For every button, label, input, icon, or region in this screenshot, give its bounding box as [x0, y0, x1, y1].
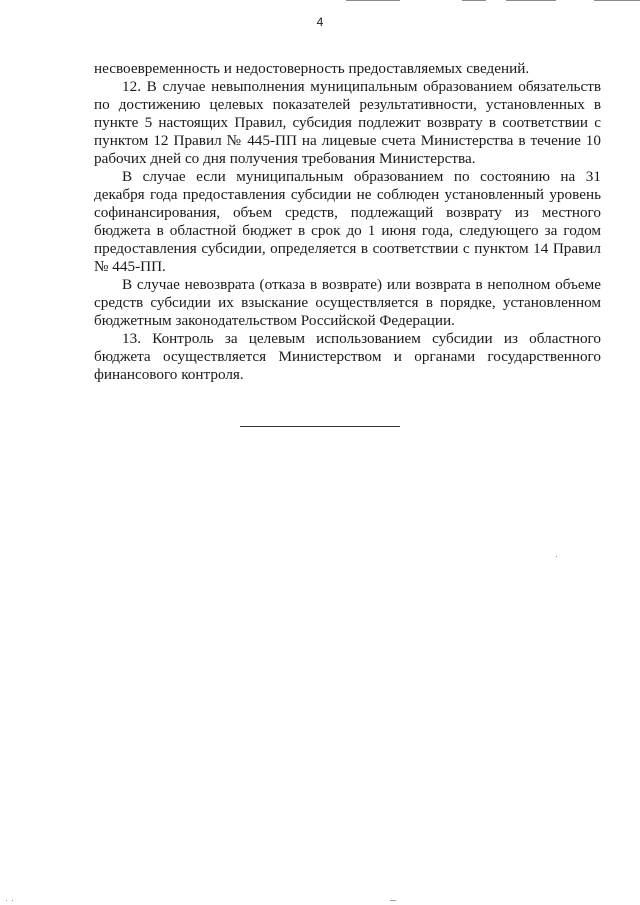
paragraph-non-return: В случае невозврата (отказа в возврате) или возврата в неполном объеме средств субсидии их взыскание осуществляется в порядке, установленном бюджетным законодательством Российской Федерации. — [94, 276, 601, 329]
scan-edge-mark — [594, 0, 640, 1]
scan-speck — [390, 900, 396, 901]
document-body — [94, 60, 601, 384]
scan-edge-mark — [506, 0, 556, 1]
paragraph-clause-13: 13. Контроль за целевым использованием субсидии из областного бюджета осуществляется Министерством и органами государственного финансового контроля. — [94, 330, 601, 383]
scan-speck — [556, 556, 557, 557]
paragraph-cofinancing: В случае если муниципальным образованием по состоянию на 31 декабря года предоставления субсидии не соблюден установленный уровень софинансирования, объем средств, подлежащий возврату из местного бюджета в областной бюджет в срок до 1 июня года, следующего за годом предоставления субсидии, определяется в соответствии с пунктом 14 Правил № 445-ПП. — [94, 168, 601, 275]
end-of-document-rule — [240, 426, 400, 427]
scan-speck — [6, 900, 7, 901]
paragraph-clause-12: 12. В случае невыполнения муниципальным образованием обязательств по достижению целевых показателей результативности, установленных в пункте 5 настоящих Правил, субсидия подлежит возврату в соответствии с пунктом 12 Правил № 445-ПП на лицевые счета Министерства в течение 10 рабочих дней со дня получения требования Министерства. — [94, 78, 601, 167]
paragraph-continuation: несвоевременность и недостоверность предоставляемых сведений. — [94, 60, 530, 77]
page-number: 4 — [316, 15, 324, 29]
scan-speck — [12, 900, 13, 901]
scan-edge-mark — [346, 0, 400, 1]
scan-edge-mark — [462, 0, 486, 1]
